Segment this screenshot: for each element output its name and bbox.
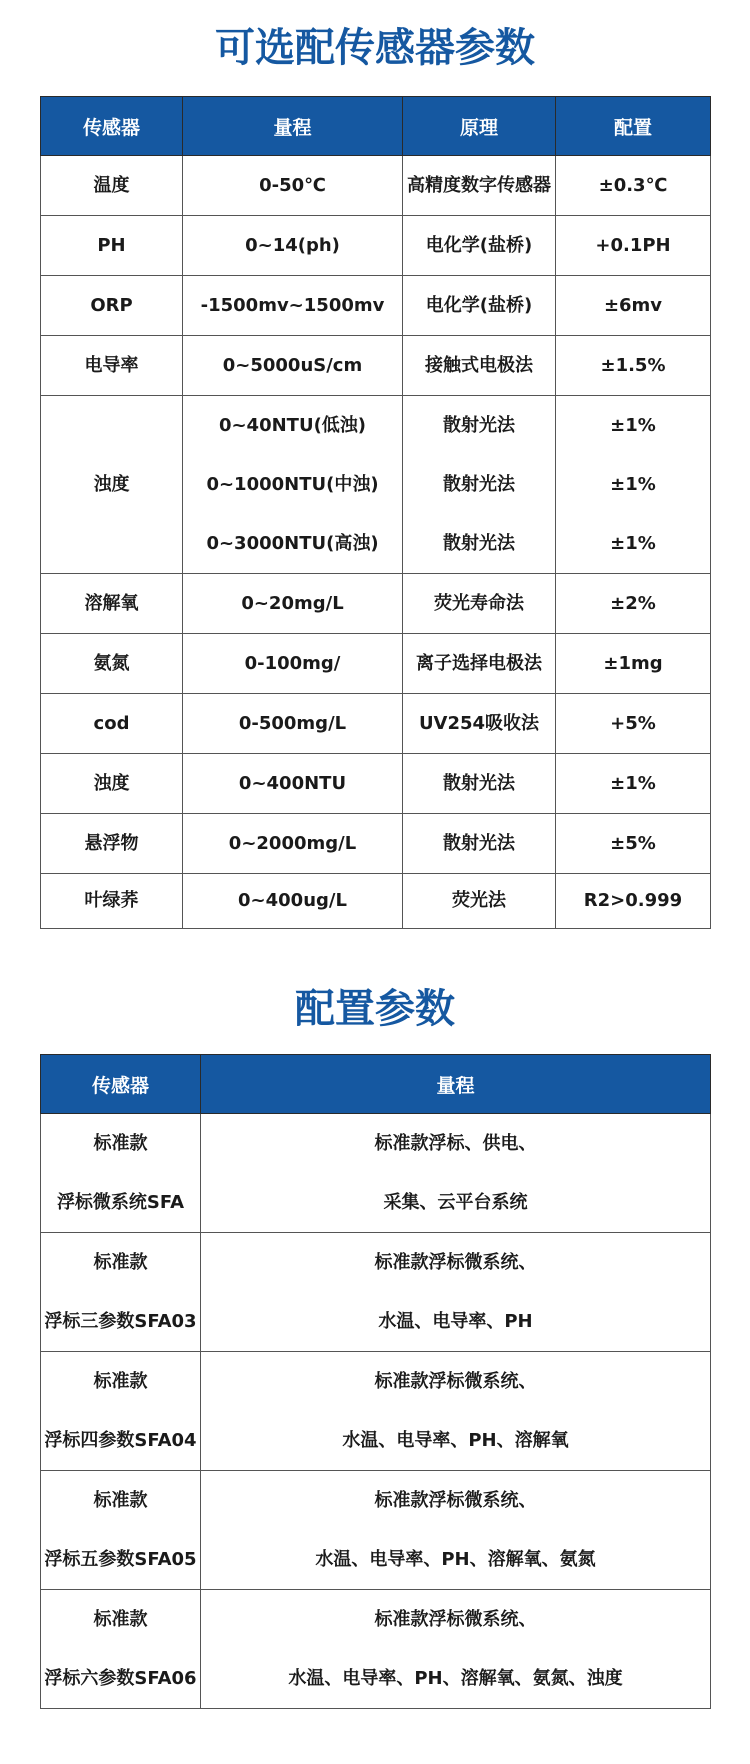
range-line: 水温、电导率、PH、溶解氧、氨氮、浊度: [288, 1668, 623, 1689]
table-row: [41, 694, 711, 754]
cell-config: +5%: [556, 694, 711, 754]
cell-sensor: [41, 1590, 201, 1709]
cell-principle: 荧光寿命法: [403, 574, 556, 634]
cell-principle: 高精度数字传感器: [403, 156, 556, 216]
sensor-line: 浮标四参数SFA04: [44, 1430, 197, 1451]
cell-config: ±2%: [556, 574, 711, 634]
principle-line: 散射光法: [443, 474, 515, 495]
cell-sensor: 氨氮: [41, 634, 183, 694]
cell-sensor: 浊度: [41, 754, 183, 814]
cell-range: 0~400NTU: [183, 754, 403, 814]
range-line: 水温、电导率、PH、溶解氧、氨氮: [315, 1549, 596, 1570]
sensor-parameters-table: [40, 96, 711, 929]
sensor-line: 浮标六参数SFA06: [44, 1668, 197, 1689]
header-sensor: 传感器: [41, 1055, 201, 1114]
range-line: 0~3000NTU(高浊): [206, 533, 379, 554]
cell-sensor: 叶绿荞: [41, 874, 183, 929]
sensor-line: 标准款: [93, 1371, 148, 1392]
cell-range: 0~14(ph): [183, 216, 403, 276]
cell-config: ±6mv: [556, 276, 711, 336]
table-row: [41, 1352, 711, 1471]
cell-range: [183, 396, 403, 574]
cell-range: 0~5000uS/cm: [183, 336, 403, 396]
cell-range: [201, 1233, 711, 1352]
header-sensor: 传感器: [41, 97, 183, 156]
cell-range: [201, 1114, 711, 1233]
table-row: [41, 156, 711, 216]
table-row: [41, 1471, 711, 1590]
cell-config: ±5%: [556, 814, 711, 874]
cell-range: -1500mv~1500mv: [183, 276, 403, 336]
table-row: [41, 396, 711, 574]
cell-sensor: [41, 1114, 201, 1233]
header-principle: 原理: [403, 97, 556, 156]
cell-config: ±0.3℃: [556, 156, 711, 216]
cell-principle: 荧光法: [403, 874, 556, 929]
range-line: 标准款浮标微系统、: [374, 1609, 537, 1630]
principle-line: 散射光法: [443, 533, 515, 554]
configuration-table: [40, 1054, 711, 1709]
section-title-sensors: 可选配传感器参数: [215, 25, 535, 71]
range-line: 0~40NTU(低浊): [218, 415, 367, 436]
range-line: 标准款浮标微系统、: [374, 1252, 537, 1273]
table-row: [41, 276, 711, 336]
sensor-line: 标准款: [93, 1252, 148, 1273]
cell-range: [201, 1352, 711, 1471]
sensor-line: 标准款: [93, 1609, 148, 1630]
table-row: [41, 574, 711, 634]
table-row: [41, 1233, 711, 1352]
table-row: [41, 216, 711, 276]
cell-sensor: 溶解氧: [41, 574, 183, 634]
cell-config: R2>0.999: [556, 874, 711, 929]
cell-sensor: 电导率: [41, 336, 183, 396]
range-line: 标准款浮标微系统、: [374, 1490, 537, 1511]
cell-config: +0.1PH: [556, 216, 711, 276]
cell-config: [556, 396, 711, 574]
sensor-line: 标准款: [93, 1490, 148, 1511]
cell-sensor: 悬浮物: [41, 814, 183, 874]
cell-sensor: 浊度: [41, 396, 183, 574]
cell-config: ±1.5%: [556, 336, 711, 396]
cell-principle: 接触式电极法: [403, 336, 556, 396]
cell-sensor: 温度: [41, 156, 183, 216]
cell-range: 0~20mg/L: [183, 574, 403, 634]
cell-range: [201, 1590, 711, 1709]
table-header-row: [41, 1055, 711, 1114]
cell-range: 0~400ug/L: [183, 874, 403, 929]
table-row: [41, 814, 711, 874]
range-line: 标准款浮标微系统、: [374, 1371, 537, 1392]
header-range: 量程: [183, 97, 403, 156]
cell-range: 0~2000mg/L: [183, 814, 403, 874]
config-line: ±1%: [610, 533, 656, 554]
cell-principle: 电化学(盐桥): [403, 216, 556, 276]
cell-principle: 电化学(盐桥): [403, 276, 556, 336]
config-line: ±1%: [610, 415, 656, 436]
cell-sensor: [41, 1352, 201, 1471]
table-row: [41, 336, 711, 396]
cell-principle: 离子选择电极法: [403, 634, 556, 694]
header-range: 量程: [201, 1055, 711, 1114]
table-row: [41, 634, 711, 694]
cell-range: [201, 1471, 711, 1590]
header-config: 配置: [556, 97, 711, 156]
range-line: 标准款浮标、供电、: [374, 1133, 537, 1154]
sensor-line: 标准款: [93, 1133, 148, 1154]
table-row: [41, 1590, 711, 1709]
cell-sensor: [41, 1233, 201, 1352]
cell-range: 0-500mg/L: [183, 694, 403, 754]
table-row: [41, 1114, 711, 1233]
cell-sensor: PH: [41, 216, 183, 276]
cell-principle: UV254吸收法: [403, 694, 556, 754]
config-line: ±1%: [610, 474, 656, 495]
cell-config: ±1mg: [556, 634, 711, 694]
cell-config: ±1%: [556, 754, 711, 814]
principle-line: 散射光法: [443, 415, 515, 436]
sensor-line: 浮标三参数SFA03: [44, 1311, 197, 1332]
cell-sensor: ORP: [41, 276, 183, 336]
range-line: 0~1000NTU(中浊): [206, 474, 379, 495]
cell-sensor: [41, 1471, 201, 1590]
table-header-row: [41, 97, 711, 156]
section-title-configuration: 配置参数: [295, 986, 455, 1032]
range-line: 采集、云平台系统: [383, 1192, 528, 1213]
range-line: 水温、电导率、PH、溶解氧: [342, 1430, 569, 1451]
sensor-line: 浮标五参数SFA05: [44, 1549, 197, 1570]
table-row: [41, 754, 711, 814]
cell-principle: [403, 396, 556, 574]
sensor-line: 浮标微系统SFA: [56, 1192, 185, 1213]
cell-range: 0-100mg/: [183, 634, 403, 694]
table-row: [41, 874, 711, 929]
cell-range: 0-50℃: [183, 156, 403, 216]
cell-principle: 散射光法: [403, 754, 556, 814]
cell-principle: 散射光法: [403, 814, 556, 874]
range-line: 水温、电导率、PH: [378, 1311, 533, 1332]
cell-sensor: cod: [41, 694, 183, 754]
